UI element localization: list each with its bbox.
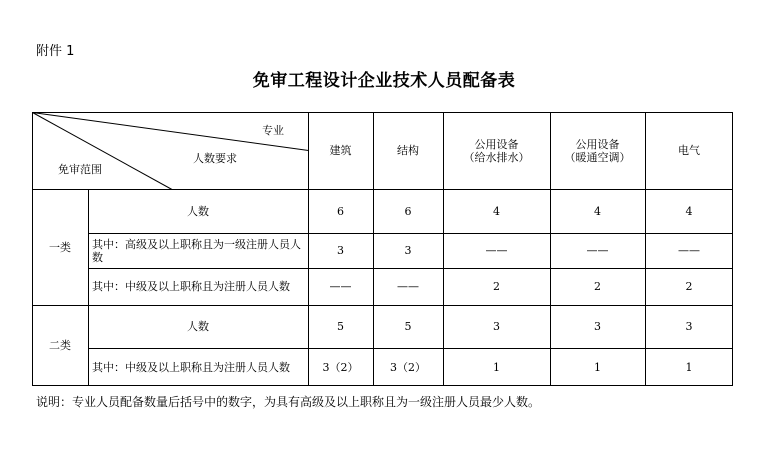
table-cell: 6 bbox=[337, 204, 344, 218]
group-label-class-1: 一类 bbox=[49, 240, 71, 254]
diag-label-requirement: 人数要求 bbox=[193, 152, 237, 165]
column-header-line1: 建筑 bbox=[329, 144, 352, 157]
column-header-plumbing bbox=[443, 112, 550, 189]
group-label-class-2: 二类 bbox=[49, 339, 71, 352]
table-cell: 4 bbox=[493, 204, 500, 218]
column-header-line1: 公用设备 bbox=[575, 137, 620, 151]
table-cell: 1 bbox=[594, 360, 601, 374]
column-header-line1: 公用设备 bbox=[474, 137, 519, 151]
table-cell: 6 bbox=[404, 204, 412, 218]
row-label: 其中：高级及以上职称且为一级注册人员人数 bbox=[92, 237, 301, 264]
column-header-architecture bbox=[308, 112, 373, 189]
table-cell: 3 bbox=[685, 320, 693, 333]
table-cell: 3 bbox=[404, 244, 412, 257]
table-cell: —— bbox=[586, 244, 609, 257]
table-cell: —— bbox=[397, 280, 419, 293]
header-diagonal-2 bbox=[33, 113, 173, 190]
column-header-hvac bbox=[550, 112, 645, 189]
table-cell: 5 bbox=[337, 320, 344, 333]
row-label: 其中：中级及以上职称且为注册人员人数 bbox=[92, 280, 290, 293]
diag-label-major: 专业 bbox=[262, 124, 284, 137]
column-header-structure bbox=[373, 112, 443, 189]
table-cell: 5 bbox=[404, 320, 412, 333]
table-cell: 2 bbox=[493, 280, 500, 293]
table-cell: 2 bbox=[594, 280, 601, 293]
table-cell: 3（2） bbox=[390, 360, 426, 374]
table-cell: 2 bbox=[685, 280, 693, 293]
table-cell: —— bbox=[678, 244, 700, 257]
table-cell: —— bbox=[485, 244, 508, 257]
row-label: 人数 bbox=[187, 204, 209, 218]
column-header-line1: 电气 bbox=[678, 144, 700, 157]
diag-label-scope: 免审范围 bbox=[58, 163, 102, 176]
row-label: 其中：中级及以上职称且为注册人员人数 bbox=[92, 360, 290, 374]
table-cell: —— bbox=[329, 280, 352, 293]
document-title: 免审工程设计企业技术人员配备表 bbox=[252, 71, 516, 91]
table-cell: 4 bbox=[685, 204, 693, 218]
table-cell: 3（2） bbox=[322, 360, 359, 374]
column-header-line1: 结构 bbox=[397, 144, 419, 157]
attachment-label: 附件 1 bbox=[36, 44, 75, 59]
column-header-line2: （给水排水） bbox=[463, 150, 530, 164]
table-cell: 3 bbox=[337, 244, 344, 257]
table-cell: 3 bbox=[594, 320, 601, 333]
row-label: 人数 bbox=[187, 320, 209, 333]
column-header-line2: （暖通空调） bbox=[564, 150, 631, 164]
column-header-electrical bbox=[645, 112, 733, 189]
table-cell: 1 bbox=[685, 360, 693, 374]
footnote: 说明：专业人员配备数量后括号中的数字，为具有高级及以上职称且为一级注册人员最少人数。 bbox=[36, 395, 541, 409]
table-cell: 3 bbox=[493, 320, 500, 333]
table-cell: 4 bbox=[594, 204, 601, 218]
table-cell: 1 bbox=[493, 360, 500, 374]
